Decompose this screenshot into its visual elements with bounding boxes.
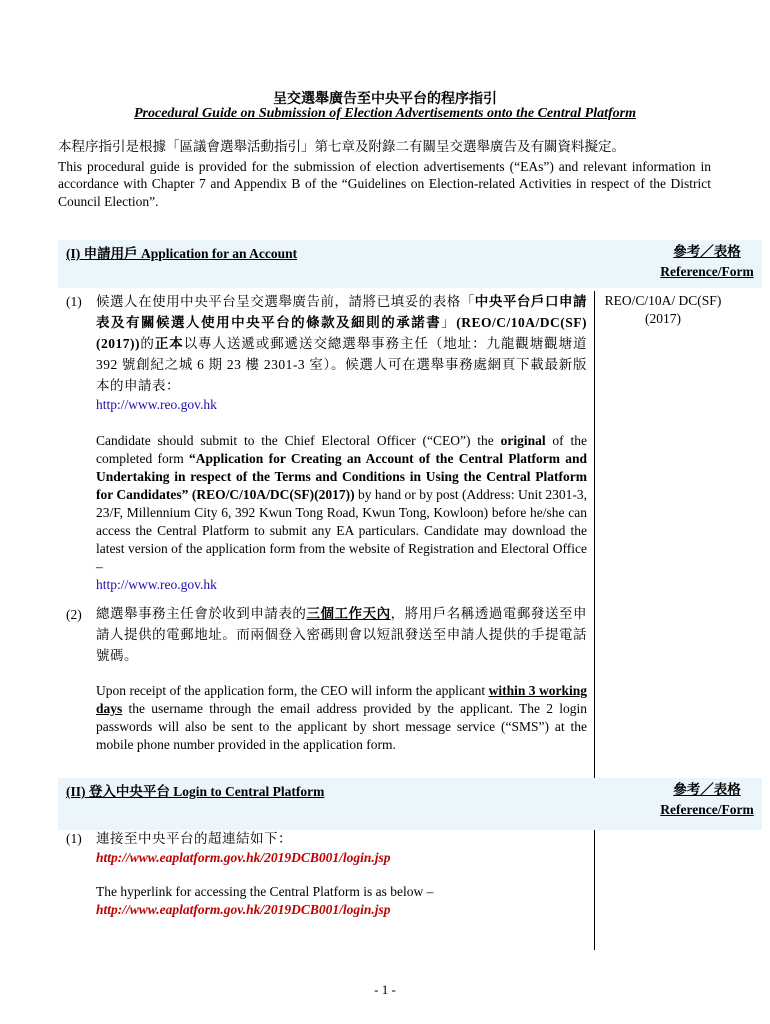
title-english: Procedural Guide on Submission of Election Advertisements onto the Central Platform <box>134 106 636 121</box>
item-number: (1) <box>66 831 82 846</box>
intro-english: This procedural guide is provided for the submission of election advertisements (“EAs”) and relevant information in accordance with Chapter 7 and Appendix B of the “Guidelines on Election-related Activities in respect of the District Council Election”. <box>58 158 711 209</box>
reo-website-link-english[interactable]: http://www.reo.gov.hk <box>96 577 217 592</box>
section2-header <box>58 778 762 830</box>
item1-chinese: 候選人在使用中央平台呈交選舉廣告前，請將已填妥的表格「中央平台戶口申請表及有關候選人使用中央平台的條款及細則的承諾書」(REO/C/10A/DC(SF)(2017))的正本以專人送遞或郵遞送交總選舉事務主任（地址：九龍觀塘觀塘道 392 號創紀之城 6 期 23 樓 2301-3 室）。候選人可在選舉事務處網頁下載最新版本的申請表： <box>96 294 588 393</box>
item-number: (1) <box>66 294 82 309</box>
section1-ref-en: Reference/Form <box>660 264 754 279</box>
section1-heading: (I) 申請用戶 Application for an Account <box>66 246 298 261</box>
item2-chinese: 總選舉事務主任會於收到申請表的三個工作天內，將用戶名稱透過電郵發送至申請人提供的電郵地址。而兩個登入密碼則會以短訊發送至申請人提供的手提電話號碼。 <box>96 606 588 663</box>
item1-reference-form: REO/C/10A/ DC(SF)(2017) <box>604 293 722 326</box>
section1-item2 <box>96 603 587 754</box>
reo-website-link[interactable]: http://www.reo.gov.hk <box>96 397 217 412</box>
section2-reference-header <box>652 780 762 820</box>
column-divider-2 <box>594 830 595 950</box>
section2-ref-zh: 參考／表格 <box>673 782 741 797</box>
section1-reference-header <box>652 242 762 282</box>
item-number: (2) <box>66 607 82 622</box>
section1-item1 <box>96 291 587 594</box>
title-chinese: 呈交選舉廣告至中央平台的程序指引 <box>273 92 497 107</box>
section2-item1-english: The hyperlink for accessing the Central Platform is as below – <box>96 884 434 899</box>
section2-item1 <box>96 828 587 919</box>
section1-header <box>58 240 762 288</box>
page-number: - 1 - <box>374 982 396 997</box>
intro-chinese: 本程序指引是根據「區議會選舉活動指引」第七章及附錄二有關呈交選舉廣告及有關資料擬定。 <box>58 139 625 154</box>
section2-ref-en: Reference/Form <box>660 802 754 817</box>
central-platform-link[interactable]: http://www.eaplatform.gov.hk/2019DCB001/login.jsp <box>96 850 391 865</box>
item1-english: Candidate should submit to the Chief Electoral Officer (“CEO”) the original of the completed form “Application for Creating an Account of the Central Platform and Undertaking in respect of the Terms and Conditions in Using the Central Platform for Candidates” (REO/C/10A/DC(SF)(2017)) by hand or by post (Address: Unit 2301-3, 23/F, Millennium City 6, 392 Kwun Tong Road, Kwun Tong, Kowloon) before he/she can access the Central Platform to submit any EA particulars. Candidate may download the latest version of the application form from the website of Registration and Electoral Office – <box>96 433 587 574</box>
column-divider <box>594 291 595 778</box>
section2-item1-chinese: 連接至中央平台的超連結如下： <box>96 831 292 846</box>
item2-english: Upon receipt of the application form, the CEO will inform the applicant within 3 working days the username through the email address provided by the applicant. The 2 login passwords will also be sent to the applicant by short message service (“SMS”) at the mobile phone number provided in the application form. <box>96 683 588 752</box>
section1-ref-zh: 參考／表格 <box>673 244 741 259</box>
intro <box>58 138 711 210</box>
central-platform-link-english[interactable]: http://www.eaplatform.gov.hk/2019DCB001/login.jsp <box>96 902 391 917</box>
section2-heading: (II) 登入中央平台 Login to Central Platform <box>66 784 325 799</box>
